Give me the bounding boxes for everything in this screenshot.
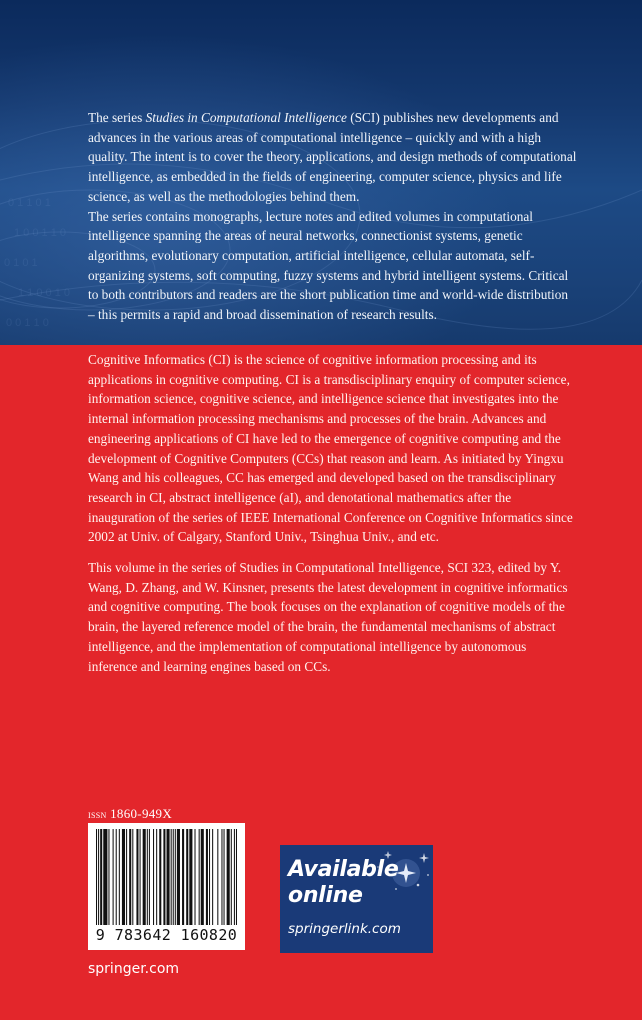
issn-label: issn bbox=[88, 807, 107, 821]
barcode-bars bbox=[96, 829, 237, 925]
barcode-bar bbox=[98, 829, 99, 925]
barcode-bar bbox=[217, 829, 218, 925]
barcode-bar bbox=[147, 829, 148, 925]
barcode-bar bbox=[129, 829, 131, 925]
issn-line bbox=[88, 806, 172, 822]
svg-text:1 1 0 0 1 0: 1 1 0 0 1 0 bbox=[18, 287, 70, 299]
barcode-bar bbox=[143, 829, 146, 925]
springerlink-url[interactable]: springerlink.com bbox=[288, 921, 401, 937]
barcode-bar bbox=[153, 829, 154, 925]
barcode-bar bbox=[116, 829, 117, 925]
barcode-bar bbox=[108, 829, 109, 925]
barcode-bar bbox=[227, 829, 230, 925]
barcode-bar bbox=[224, 829, 225, 925]
barcode-bar bbox=[119, 829, 120, 925]
barcode-bar bbox=[173, 829, 174, 925]
barcode-bar bbox=[140, 829, 141, 925]
barcode-bar bbox=[96, 829, 97, 925]
barcode-bar bbox=[122, 829, 125, 925]
svg-text:0 1 1 0 1: 0 1 1 0 1 bbox=[8, 197, 51, 209]
barcode-bar bbox=[163, 829, 165, 925]
badge-line-online: online bbox=[288, 883, 363, 908]
series-description bbox=[88, 108, 578, 325]
barcode-bar bbox=[171, 829, 172, 925]
svg-text:0 0 1 1 0: 0 0 1 1 0 bbox=[6, 317, 49, 329]
barcode-bar bbox=[209, 829, 210, 925]
svg-text:1 0 0 1 1 0: 1 0 0 1 1 0 bbox=[14, 227, 66, 239]
barcode-bar bbox=[206, 829, 208, 925]
isbn-barcode bbox=[88, 823, 245, 950]
barcode-bar bbox=[136, 829, 138, 925]
series-paragraph-2: The series contains monographs, lecture notes and edited volumes in computational intelligence spanning the areas of neural networks, connectionist systems, genetic algorithms, evolutionary computation, artificial intelligence, cellular automata, self-organizing systems, soft computing, fuzzy systems and hybrid intelligent systems. Critical to both contributors and readers are the short publication time and world-wide distribution – this permits a rapid and broad dissemination of research results. bbox=[88, 208, 569, 323]
barcode-bar bbox=[103, 829, 107, 925]
barcode-bar bbox=[167, 829, 170, 925]
barcode-bar bbox=[132, 829, 133, 925]
barcode-bar bbox=[236, 829, 237, 925]
book-paragraph-1: Cognitive Informatics (CI) is the science of cognitive information processing and its applications in cognitive computing. CI is a transdisciplinary enquiry of computer science, information science, cognitive science, and intelligence science that investigates into the internal information processing mechanisms and processes of the brain. Advances and engineering applications of CI have led to the emergence of cognitive computing and the development of Cognitive Computers (CCs) that reason and learn. As initiated by Yingxu Wang and his colleagues, CC has emerged and developed based on the transdisciplinary research in CI, abstract intelligence (aI), and denotational mathematics after the inauguration of the series of IEEE International Conference on Cognitive Informatics since 2002 at Univ. of Calgary, Stanford Univ., Tsinghua Univ., and etc. bbox=[88, 352, 573, 545]
barcode-digits: 9 783642 160820 bbox=[95, 926, 238, 944]
barcode-bar bbox=[126, 829, 127, 925]
barcode-bar bbox=[177, 829, 180, 925]
series-paragraph-1 bbox=[88, 108, 578, 207]
barcode-bar bbox=[182, 829, 184, 925]
book-paragraph-2: This volume in the series of Studies in Computational Intelligence, SCI 323, edited by Y. Wang, D. Zhang, and W. Kinsner, presents the latest development in cognitive informatics and cognitive computing. The book focuses on the explanation of cognitive models of the brain, the layered reference model of the brain, the fundamental mechanisms of abstract intelligence, and the implementation of computational intelligence by autonomous inference and learning engines based on CCs. bbox=[88, 560, 568, 674]
barcode-bar bbox=[201, 829, 204, 925]
series-name: Studies in Computational Intelligence bbox=[145, 110, 347, 125]
barcode-bar bbox=[149, 829, 150, 925]
barcode-bar bbox=[231, 829, 232, 925]
barcode-bar bbox=[194, 829, 195, 925]
barcode-bar bbox=[189, 829, 192, 925]
barcode-bar bbox=[175, 829, 176, 925]
barcode-bar bbox=[113, 829, 114, 925]
book-description bbox=[88, 350, 578, 687]
barcode-bar bbox=[186, 829, 188, 925]
series-intro-text: The series bbox=[88, 110, 146, 125]
available-online-badge[interactable] bbox=[280, 845, 433, 953]
barcode-bar bbox=[159, 829, 161, 925]
barcode-bar bbox=[212, 829, 213, 925]
barcode-bar bbox=[156, 829, 157, 925]
series-intro-rest: (SCI) publishes new developments and advances in the various areas of computational intelligence – quickly and with a high quality. The intent is to cover the theory, applications, and design methods of computational intelligence, as embedded in the fields of engineering, computer science, physics and life science, as well as the methodologies behind them. bbox=[88, 110, 577, 204]
issn-number: 1860-949X bbox=[110, 806, 173, 821]
badge-line-available: Available bbox=[288, 857, 399, 882]
publisher-url[interactable]: springer.com bbox=[88, 961, 180, 977]
barcode-bar bbox=[234, 829, 235, 925]
barcode-bar bbox=[221, 829, 222, 925]
barcode-bar bbox=[199, 829, 200, 925]
svg-text:0 1 0 1: 0 1 0 1 bbox=[4, 257, 38, 269]
barcode-bar bbox=[100, 829, 102, 925]
